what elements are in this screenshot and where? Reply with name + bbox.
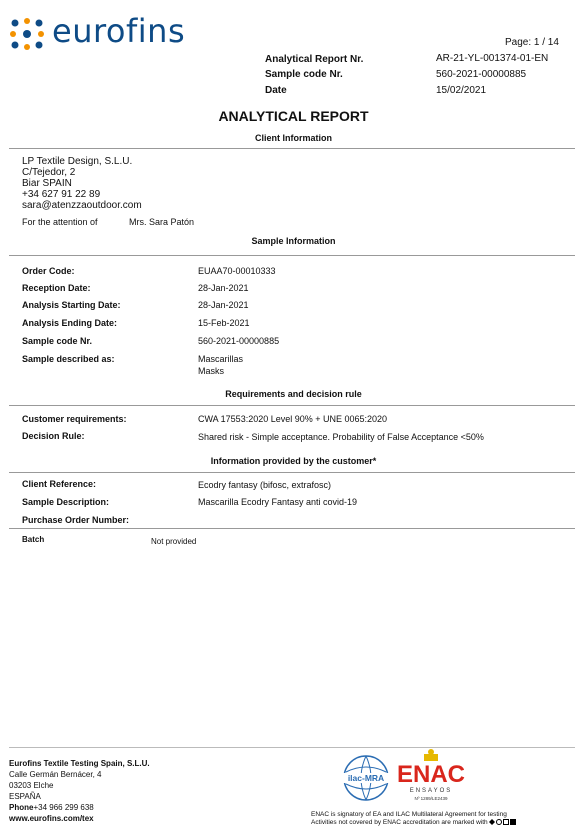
page-number: Page: 1 / 14: [505, 37, 559, 48]
enac-note-2: [311, 819, 516, 826]
footer-website: www.eurofins.com/tex: [9, 814, 94, 823]
footer-address-line: ESPAÑA: [9, 792, 41, 801]
decision-rule-value: Shared risk - Simple acceptance. Probability of False Acceptance <50%: [198, 432, 484, 442]
enac-text: ENAC: [396, 761, 466, 788]
analysis-end-label: Analysis Ending Date:: [22, 318, 118, 328]
enac-note: ENAC is signatory of EA and ILAC Multilateral Agreement for testing: [311, 811, 507, 818]
client-line: C/Tejedor, 2: [22, 167, 76, 178]
ilac-mra-logo: [340, 752, 392, 804]
client-info-heading: Client Information: [255, 133, 332, 143]
client-line: Biar SPAIN: [22, 178, 72, 189]
square-filled-symbol-icon: [510, 819, 516, 825]
client-reference-label: Client Reference:: [22, 479, 97, 489]
sample-code-nr-value: 560-2021-00000885: [198, 336, 280, 346]
report-nr-label: Analytical Report Nr.: [265, 54, 364, 65]
sample-description-label: Sample Description:: [22, 497, 110, 507]
customer-info-heading: Information provided by the customer*: [210, 456, 377, 466]
footer-address-line: 03203 Elche: [9, 781, 54, 790]
batch-label: Batch: [22, 535, 45, 544]
eurofins-logo-dots: [9, 17, 45, 51]
report-title: ANALYTICAL REPORT: [218, 108, 369, 124]
enac-subtitle: ENSAYOS: [409, 788, 453, 794]
purchase-order-label: Purchase Order Number:: [22, 515, 130, 525]
sample-code-label: Sample code Nr.: [265, 69, 343, 80]
reception-date-value: 28-Jan-2021: [198, 283, 249, 293]
client-address: [22, 156, 142, 211]
batch-value: Not provided: [151, 537, 197, 546]
footer-phone-value: +34 966 299 638: [33, 803, 94, 812]
divider: [9, 148, 575, 149]
ilac-text: ilac-MRA: [347, 773, 385, 783]
reception-date-label: Reception Date:: [22, 283, 91, 293]
divider: [9, 405, 575, 406]
footer-phone-label: Phone: [9, 803, 34, 812]
enac-number: Nº 1289/LE2439: [414, 796, 448, 801]
footer-company: Eurofins Textile Testing Spain, S.L.U.: [9, 759, 150, 768]
sample-described-value: Mascarillas: [198, 354, 244, 364]
divider: [9, 255, 575, 256]
crown-icon: [424, 749, 438, 761]
client-email: sara@atenzzaoutdoor.com: [22, 200, 142, 211]
analysis-end-value: 15-Feb-2021: [198, 318, 250, 328]
decision-rule-label: Decision Rule:: [22, 431, 85, 441]
divider: [9, 472, 575, 473]
sample-info-heading: Sample Information: [251, 236, 336, 246]
footer-divider: [9, 747, 575, 748]
attention-value: Mrs. Sara Patón: [129, 217, 195, 227]
sample-code-nr-label: Sample code Nr.: [22, 336, 93, 346]
footer-address: [9, 758, 150, 824]
analysis-start-value: 28-Jan-2021: [198, 300, 249, 310]
analysis-start-label: Analysis Starting Date:: [22, 300, 121, 310]
attention-label: For the attention of: [22, 217, 98, 227]
eurofins-logo-text: eurofins: [52, 12, 186, 50]
customer-requirements-value: CWA 17553:2020 Level 90% + UNE 0065:2020: [198, 414, 388, 424]
date-label: Date: [265, 85, 287, 96]
order-code-label: Order Code:: [22, 266, 75, 276]
client-line: LP Textile Design, S.L.U.: [22, 156, 133, 167]
sample-description-value: Mascarilla Ecodry Fantasy anti covid-19: [198, 497, 358, 507]
customer-requirements-label: Customer requirements:: [22, 414, 127, 424]
sample-described-value-en: Masks: [198, 366, 225, 376]
diamond-symbol-icon: [489, 819, 495, 825]
enac-logo: [394, 748, 474, 808]
client-line: +34 627 91 22 89: [22, 189, 101, 200]
divider: [9, 528, 575, 529]
client-reference-value: Ecodry fantasy (bifosc, extrafosc): [198, 480, 332, 490]
requirements-heading: Requirements and decision rule: [225, 389, 362, 399]
square-outline-symbol-icon: [503, 819, 509, 825]
sample-described-label: Sample described as:: [22, 354, 115, 364]
enac-note-text: Activities not covered by ENAC accreditation are marked with: [311, 819, 488, 826]
circle-symbol-icon: [496, 819, 502, 825]
footer-address-line: Calle Germán Bernácer, 4: [9, 770, 102, 779]
sample-code-value: 560-2021-00000885: [436, 69, 527, 80]
order-code-value: EUAA70-00010333: [198, 266, 276, 276]
date-value: 15/02/2021: [436, 85, 487, 96]
report-nr-value: AR-21-YL-001374-01-EN: [436, 53, 549, 64]
